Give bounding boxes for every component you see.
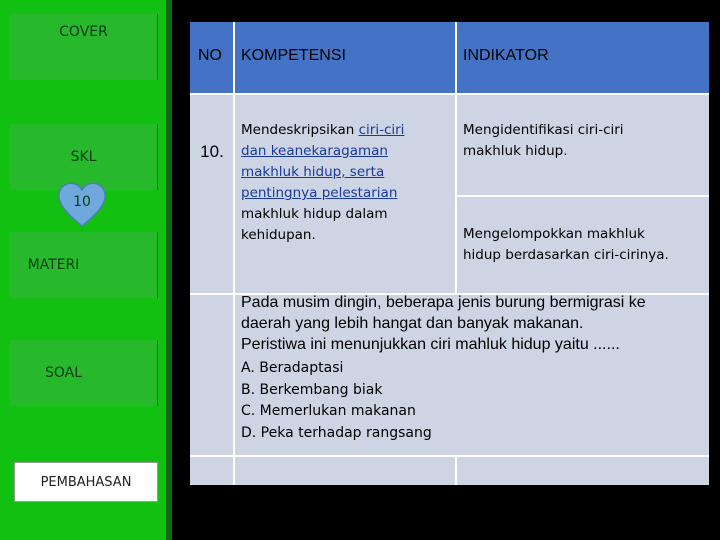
kompetensi-line6: kehidupan. <box>241 227 316 243</box>
nav-materi-button[interactable] <box>10 232 158 298</box>
kompetensi-line4[interactable]: pentingnya pelestarian <box>241 185 398 201</box>
indikator-2-line1: Mengelompokkan makhluk <box>463 226 645 242</box>
option-a[interactable]: A. Beradaptasi <box>241 360 344 376</box>
nav-pembahasan-button[interactable] <box>14 462 158 502</box>
indikator-1-line2: makhluk hidup. <box>463 143 568 159</box>
header-indikator: INDIKATOR <box>463 47 549 64</box>
kompetensi-line2[interactable]: dan keanekaragaman <box>241 143 388 159</box>
answer-options <box>241 358 451 444</box>
table-divider <box>233 22 235 485</box>
indikator-2 <box>463 224 703 266</box>
kompetensi-line1: Mendeskripsikan <box>241 122 359 138</box>
indikator-1-line1: Mengidentifikasi ciri-ciri <box>463 122 624 138</box>
nav-soal-button[interactable] <box>10 340 158 406</box>
question-line1: Pada musim dingin, beberapa jenis burung bermigrasi ke <box>241 294 646 311</box>
indikator-2-line2: hidup berdasarkan ciri-cirinya. <box>463 247 669 263</box>
kompetensi-text <box>241 120 441 246</box>
kompetensi-line5: makhluk hidup dalam <box>241 206 388 222</box>
heart-number: 10 <box>73 194 91 210</box>
table-divider <box>455 455 457 485</box>
nav-materi-label: MATERI <box>27 257 80 273</box>
header-kompetensi: KOMPETENSI <box>241 47 346 64</box>
option-c[interactable]: C. Memerlukan makanan <box>241 403 416 419</box>
row-number: 10. <box>200 142 224 161</box>
question-line2: daerah yang lebih hangat dan banyak makanan. <box>241 315 584 332</box>
nav-soal-label: SOAL <box>44 365 83 381</box>
table-divider <box>190 93 709 95</box>
indikator-1 <box>463 120 703 162</box>
nav-skl-label: SKL <box>70 149 97 165</box>
sidebar-edge <box>166 0 172 540</box>
table-divider <box>456 195 709 197</box>
nav-cover-button[interactable] <box>10 14 158 80</box>
option-b[interactable]: B. Berkembang biak <box>241 381 383 398</box>
kompetensi-line3[interactable]: makhluk hidup, serta <box>241 164 385 180</box>
header-no: NO <box>198 47 222 64</box>
table-divider <box>455 22 457 294</box>
kompetensi-link[interactable]: ciri-ciri <box>358 122 405 138</box>
option-d[interactable]: D. Peka terhadap rangsang <box>241 424 432 441</box>
nav-pembahasan-label: PEMBAHASAN <box>40 474 132 490</box>
nav-cover-label: COVER <box>59 24 108 40</box>
question-line3: Peristiwa ini menunjukkan ciri mahluk hidup yaitu ...... <box>241 336 620 353</box>
table-divider <box>190 455 709 457</box>
question-text <box>241 292 703 355</box>
